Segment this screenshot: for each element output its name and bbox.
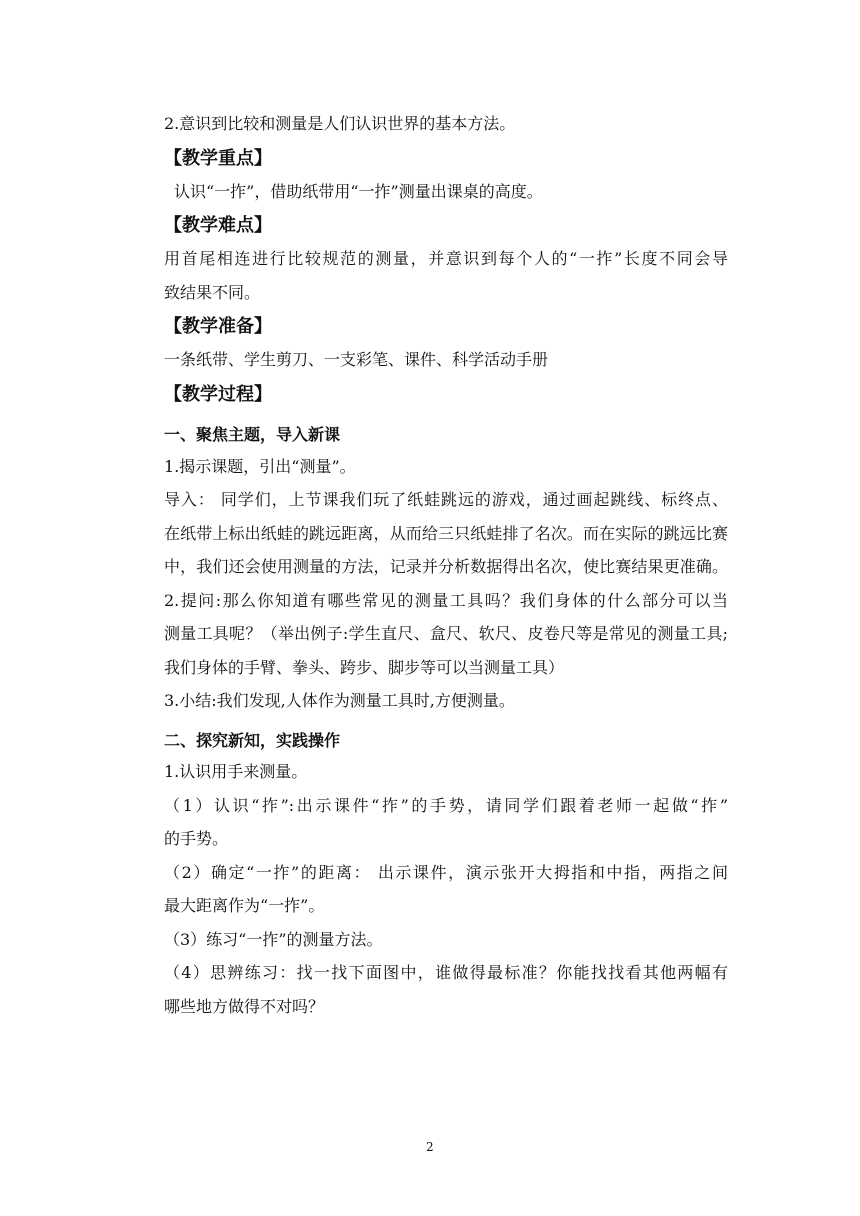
- question-line-1: 2.提问:那么你知道有哪些常见的测量工具吗？我们身体的什么部分可以当: [164, 591, 728, 610]
- sub-step-3: （3）练习“一拃”的测量方法。: [164, 930, 383, 949]
- sub-step-4-line-2: 哪些地方做得不对吗？: [164, 997, 325, 1016]
- preparation-text: 一条纸带、学生剪刀、一支彩笔、课件、科学活动手册: [164, 350, 549, 369]
- preparation-heading: 【教学准备】: [164, 316, 272, 337]
- summary-text: 3.小结:我们发现,人体作为测量工具时,方便测量。: [164, 691, 515, 710]
- page-number: 2: [426, 1140, 434, 1154]
- sub-step-2-line-2: 最大距离作为“一拃”。: [164, 896, 325, 915]
- question-line-3: 我们身体的手臂、拳头、跨步、脚步等可以当测量工具）: [164, 658, 565, 677]
- sub-step-1-line-2: 的手势。: [164, 829, 229, 848]
- key-point-text: 认识“一拃”，借助纸带用“一拃”测量出课桌的高度。: [174, 182, 543, 201]
- sub-step-4-line-1: （4）思辨练习：找一找下面图中，谁做得最标准？你能找找看其他两幅有: [164, 963, 728, 982]
- teaching-goal-2: 2.意识到比较和测量是人们认识世界的基本方法。: [164, 114, 516, 133]
- intro-paragraph-line-1: 导入： 同学们，上节课我们玩了纸蛙跳远的游戏，通过画起跳线、标终点、: [164, 490, 728, 509]
- question-line-2: 测量工具呢？（举出例子:学生直尺、盒尺、软尺、皮卷尺等是常见的测量工具;: [164, 624, 728, 643]
- section-1-item-1: 1.揭示课题，引出“测量”。: [164, 457, 356, 476]
- process-heading: 【教学过程】: [164, 384, 272, 405]
- difficulty-text-line-1: 用首尾相连进行比较规范的测量，并意识到每个人的“一拃”长度不同会导: [164, 249, 728, 268]
- intro-paragraph-line-2: 在纸带上标出纸蛙的跳远距离，从而给三只纸蛙排了名次。而在实际的跳远比赛: [164, 524, 728, 543]
- sub-step-2-line-1: （2）确定“一拃”的距离： 出示课件，演示张开大拇指和中指，两指之间: [164, 863, 728, 882]
- difficulty-text-line-2: 致结果不同。: [164, 283, 261, 302]
- section-2-item-1: 1.认识用手来测量。: [164, 762, 308, 781]
- intro-paragraph-line-3: 中，我们还会使用测量的方法，记录并分析数据得出名次，使比赛结果更准确。: [164, 557, 728, 576]
- sub-step-1-line-1: （1）认识“拃”:出示课件“拃”的手势，请同学们跟着老师一起做“拃”: [164, 796, 728, 815]
- section-1-title: 一、聚焦主题，导入新课: [164, 425, 341, 444]
- key-point-heading: 【教学重点】: [164, 148, 272, 169]
- section-2-title: 二、探究新知，实践操作: [164, 731, 341, 750]
- difficulty-heading: 【教学难点】: [164, 215, 272, 236]
